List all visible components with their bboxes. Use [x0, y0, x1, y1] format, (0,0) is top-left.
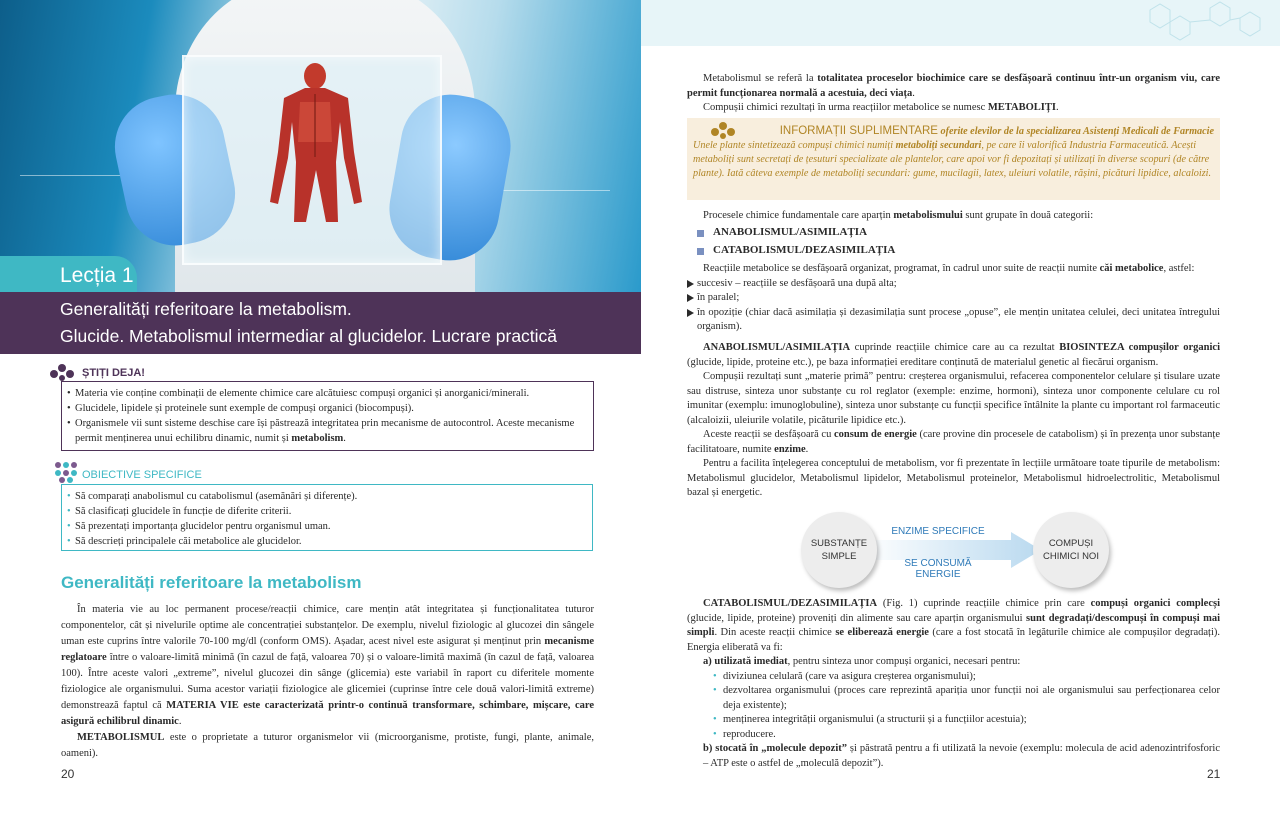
objectives-label: OBIECTIVE SPECIFICE [82, 469, 202, 481]
title-line-2: Glucide. Metabolismul intermediar al glucidelor. Lucrare practică [60, 326, 558, 346]
paragraph: ANABOLISMUL/ASIMILAȚIA cuprinde reacțiile chimice care au ca rezultat BIOSINTEZA compușilor organici (glucide, lipide, proteine etc.), pe baza informației ereditare conținută de materialul genetic al fiecărui organism. [687, 342, 1220, 368]
info-heading [693, 124, 1214, 139]
usage-a-list [687, 670, 1220, 743]
pathways-text [687, 262, 1220, 335]
list-item: • dezvoltarea organismului (proces care reprezintă apariția unor funcții noi ale organismului sau perfecționarea celor deja existente); [713, 684, 1220, 713]
stiti-deja-box [61, 381, 594, 451]
usage-b: b) stocată în „molecule depozit” și păstrată pentru a fi utilizată la nevoie (exemplu: molecula de acid adenozintrifosforic – ATP este o astfel de „moleculă depozit”). [703, 743, 1220, 769]
list-item: • menținerea integrității organismului (a structurii și a funcțiilor acestuia); [713, 713, 1220, 728]
arrow-label-enzymes: ENZIME SPECIFICE [891, 526, 985, 537]
paragraph: Pentru a facilita înțelegerea conceptului de metabolism, vor fi prezentate în lecțiile următoare toate tipurile de metabolism: Metabolismul glucidelor, Metabolismul lipidelor, Metabolismul proteinelor, Metabolismul hidroelectrolitic, Metabolismul bazal și energetic. [687, 458, 1220, 498]
category-catabolism: CATABOLISMUL/DEZASIMILAȚIA [713, 244, 896, 256]
list-item: • Glucidele, lipidele și proteinele sunt exemple de compuși organici (biocompuși). [67, 401, 585, 416]
lesson-tab: Lecția 1 [0, 256, 137, 294]
paragraph: Aceste reacții se desfășoară cu consum de energie (care provine din procesele de catabolism) și în prezența unor substanțe facilitatoare, numite enzime. [687, 429, 1220, 455]
molecule-decor-icon [1130, 0, 1280, 46]
stiti-label: ȘTIȚI DEJA! [82, 367, 145, 379]
paragraph: Procesele chimice fundamentale care aparțin metabolismului sunt grupate în două categorii: [703, 210, 1094, 221]
list-item: • Materia vie conține combinații de elemente chimice care alcătuiesc compuși organici și anorganici/minerali. [67, 386, 585, 401]
info-box [687, 118, 1220, 200]
category-anabolism: ANABOLISMUL/ASIMILAȚIA [713, 226, 868, 238]
info-dots-icon [709, 120, 737, 140]
list-item: • Să comparați anabolismul cu catabolismul (asemănări și diferențe). [67, 489, 584, 504]
header-strip [641, 0, 1280, 46]
list-item: • Să clasificați glucidele în funcție de diferite criterii. [67, 504, 584, 519]
list-item: în paralel; [687, 291, 1220, 306]
section-heading: Generalități referitoare la metabolism [61, 573, 362, 592]
paragraph: În materia vie au loc permanent procese/reacții chimice, care mențin atât integritatea și funcționalitatea tuturor componentelor, cât și nivelurile optime ale concentrației substanțelor. De exemplu, nivelul fiziologic al glucozei din sângele uman este cuprins între valorile 70-100 mg/dl (conform OMS). Așadar, acest nivel este asigurat și menținut prin mecanisme reglatoare între o valoare-limită minimă (în cazul de față, valoarea 70) și o valoare-limită maximă (în cazul de față, valoarea 100). Între aceste valori „extreme”, nivelul glucozei din sânge (glicemia) este variabil în raport cu diferitele momente fiziologice ale organismului. Suma acestor variații fiziologice ale glicemiei (cuprinse între cele două valori-limită extreme) demonstrează faptul că MATERIA VIE este caracterizată printr-o continuă transformare, schimbare, mișcare, care asigură echilibrul dinamic. [61, 604, 594, 727]
simple-substances-circle: SUBSTANȚE SIMPLE [801, 512, 877, 588]
info-text: Unele plante sintetizează compuși chimici numiți metaboliți secundari, pe care îi valorifică Industria Farmaceutică. Acești metaboliți sunt secretați de țesuturi specializate ale plantelor, care apoi vor fi depozitați și utilizați în diverse scopuri (de către plante). Iată câteva exemple de metaboliți secundari: gume, mucilagii, latex, uleiuri volatile, rășini, picături lipidice, alcaloizi. [693, 140, 1212, 179]
people-dots-icon [48, 362, 76, 382]
metabolism-diagram [801, 510, 1111, 590]
list-item: • reproducere. [713, 728, 1220, 743]
catabolism-text [687, 597, 1220, 771]
paragraph: CATABOLISMUL/DEZASIMILAȚIA (Fig. 1) cuprinde reacțiile chimice prin care compuși organici complecși (glucide, lipide, proteine) proveniți din alimente sau care aparțin organismului sunt degradați/descompuși în compuși mai simpli. Din aceste reacții chimice se eliberează energie (care a fost stocată în legăturile chimice ale compușilor degradați). Energia eliberată va fi: [687, 598, 1221, 653]
paragraph: Compușii chimici rezultați în urma reacțiilor metabolice se numesc METABOLIȚI. [703, 102, 1059, 113]
arrow-label-energy: SE CONSUMĂ ENERGIE [904, 558, 972, 580]
hero-image [0, 0, 641, 292]
page-number: 20 [61, 767, 75, 781]
objectives-dots-icon [53, 460, 79, 484]
list-item: • diviziunea celulară (care va asigura creșterea organismului); [713, 670, 1220, 685]
intro-text [687, 72, 1220, 116]
body-text [61, 602, 594, 762]
paragraph: Compușii rezultați sunt „materie primă” pentru: creșterea organismului, refacerea componentelor celulare și tisulare uzate sau distruse, sinteza unor substanțe cu rol reglator (exemple: enzime, hormoni), sinteza unor componente celulare cu rol imunitar (exemplu: imunoglobuline), sinteza unor substanțe cu funcții specifice întâlnite la plante cu important rol farmaceutic (alcaloizii, uleiurile volatile, picăturile lipidice etc.). [687, 371, 1220, 426]
paragraph: Reacțiile metabolice se desfășoară organizat, programat, în cadrul unor suite de reacții numite căi metabolice, astfel: [703, 263, 1195, 274]
usage-a: a) utilizată imediat, pentru sinteza unor compuși organici, necesari pentru: [703, 656, 1021, 667]
right-page [641, 0, 1280, 821]
lesson-title [0, 292, 641, 354]
list-item: succesiv – reacțiile se desfășoară una după alta; [687, 277, 1220, 292]
paragraph: METABOLISMUL este o proprietate a tuturor organismelor vii (microorganisme, protiste, fungi, plante, animale, oameni). [61, 732, 594, 759]
list-item: • Să descrieți principalele căi metabolice ale glucidelor. [67, 534, 584, 549]
info-subtitle: oferite elevilor de la specializarea Asistenți Medicali de Farmacie [940, 126, 1214, 137]
anabolism-text [687, 341, 1220, 501]
paragraph: Metabolismul se referă la totalitatea proceselor biochimice care se desfășoară continuu într-un organism viu, care permit funcționarea normală a acestuia, deci viața. [687, 73, 1220, 99]
info-title: INFORMAȚII SUPLIMENTARE [779, 125, 938, 137]
new-compounds-circle: COMPUȘI CHIMICI NOI [1033, 512, 1109, 588]
categories-text [687, 209, 1220, 224]
page-number: 21 [1207, 767, 1221, 781]
objectives-box [61, 484, 593, 551]
list-item: • Să prezentați importanța glucidelor pentru organismul uman. [67, 519, 584, 534]
anatomy-figure-icon [250, 62, 380, 232]
list-item: în opoziție (chiar dacă asimilația și dezasimilația sunt procese „opuse”, ele mențin unitatea celulei, deci unitatea întregului organism). [687, 306, 1220, 335]
list-item: • Organismele vii sunt sisteme deschise care își păstrează integritatea prin mecanisme de autocontrol. Aceste mecanisme permit menținerea unui echilibru dinamic, numit și metabolism. [67, 416, 585, 446]
title-line-1: Generalități referitoare la metabolism. [60, 299, 352, 319]
